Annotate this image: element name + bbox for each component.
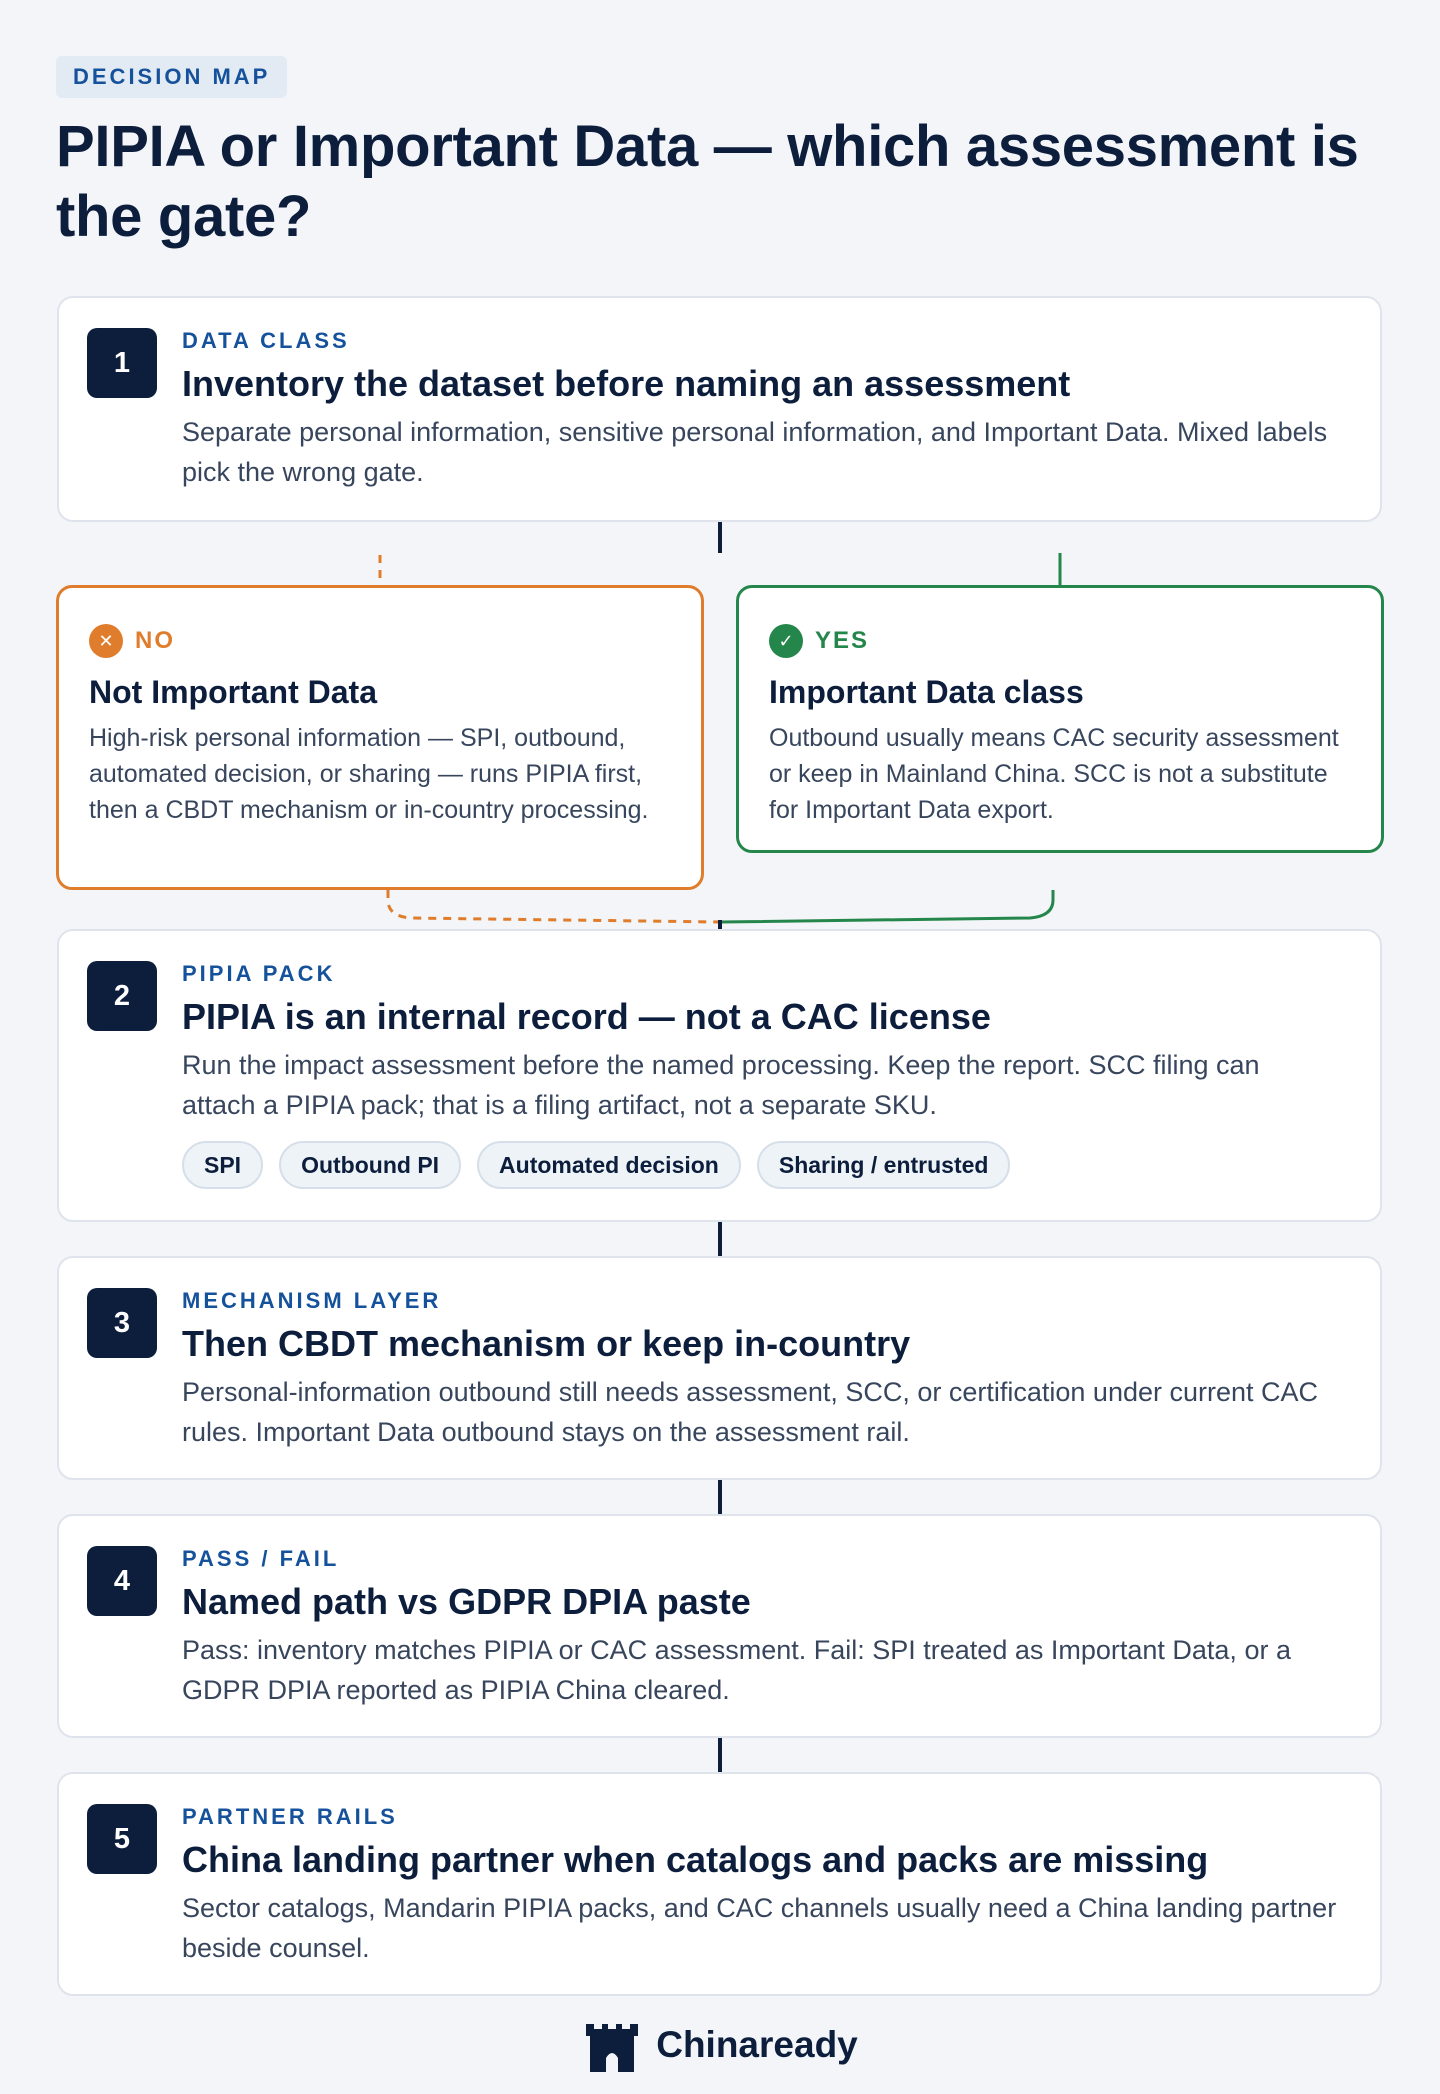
step-card-1 (57, 296, 1382, 522)
branch-no-title: Not Important Data (89, 674, 377, 710)
step-card-3 (57, 1256, 1382, 1480)
step-kicker: MECHANISM LAYER (182, 1288, 442, 1313)
branch-yes-body: Outbound usually means CAC security assessment or keep in Mainland China. SCC is not a substitute for Important Data export. (769, 724, 1339, 824)
fortress-logo-icon (582, 2018, 642, 2072)
tag-chip: Automated decision (477, 1141, 741, 1189)
step-number-badge: 4 (87, 1546, 157, 1616)
brand-name: Chinaready (656, 2024, 858, 2065)
branch-no-label: NO (135, 627, 175, 654)
tag-chip: SPI (182, 1141, 263, 1189)
tag-chip: Outbound PI (279, 1141, 461, 1189)
brand-footer (0, 2018, 1440, 2072)
step-heading: Inventory the dataset before naming an assessment (182, 363, 1071, 404)
step-heading: PIPIA is an internal record — not a CAC license (182, 996, 991, 1037)
step-kicker: PIPIA PACK (182, 961, 336, 986)
step-number-badge: 2 (87, 961, 157, 1031)
step-card-2 (57, 929, 1382, 1222)
x-circle-icon: ✕ (89, 624, 123, 658)
branch-yes-header (769, 624, 869, 658)
branch-no-card (56, 585, 704, 890)
step-heading: Then CBDT mechanism or keep in-country (182, 1323, 911, 1364)
step-heading: Named path vs GDPR DPIA paste (182, 1581, 751, 1622)
step-body: Run the impact assessment before the named processing. Keep the report. SCC filing can attach a PIPIA pack; that is a filing artifact, not a separate SKU. (182, 1050, 1260, 1120)
tag-chip-list (182, 1141, 1010, 1189)
step-kicker: DATA CLASS (182, 328, 350, 353)
step-body: Separate personal information, sensitive personal information, and Important Data. Mixed labels pick the wrong gate. (182, 417, 1328, 487)
no-branch-out-line (388, 890, 720, 922)
step-kicker: PASS / FAIL (182, 1546, 340, 1571)
step-card-4 (57, 1514, 1382, 1738)
step-body: Personal-information outbound still needs assessment, SCC, or certification under current CAC rules. Important Data outbound stays on the assessment rail. (182, 1377, 1319, 1447)
step-kicker: PARTNER RAILS (182, 1804, 398, 1829)
page-title: PIPIA or Important Data — which assessment is the gate? (56, 114, 1359, 249)
tag-chip: Sharing / entrusted (757, 1141, 1011, 1189)
step-number-badge: 3 (87, 1288, 157, 1358)
step-number-badge: 5 (87, 1804, 157, 1874)
step-heading: China landing partner when catalogs and packs are missing (182, 1839, 1209, 1880)
step-number-badge: 1 (87, 328, 157, 398)
step-card-5 (57, 1772, 1382, 1996)
branch-yes-card (736, 585, 1384, 853)
branch-yes-label: YES (815, 627, 870, 654)
step-body: Pass: inventory matches PIPIA or CAC assessment. Fail: SPI treated as Important Data, or a GDPR DPIA reported as PIPIA China cleared. (182, 1635, 1291, 1705)
check-circle-icon: ✓ (769, 624, 803, 658)
yes-branch-out-line (720, 890, 1053, 922)
step-body: Sector catalogs, Mandarin PIPIA packs, and CAC channels usually need a China landing partner beside counsel. (182, 1893, 1337, 1963)
branch-yes-title: Important Data class (769, 674, 1084, 710)
branch-no-header (89, 624, 175, 658)
branch-no-body: High-risk personal information — SPI, outbound, automated decision, or sharing — runs PIPIA first, then a CBDT mechanism or in-country processing. (89, 724, 649, 824)
eyebrow-label: DECISION MAP (56, 56, 287, 98)
